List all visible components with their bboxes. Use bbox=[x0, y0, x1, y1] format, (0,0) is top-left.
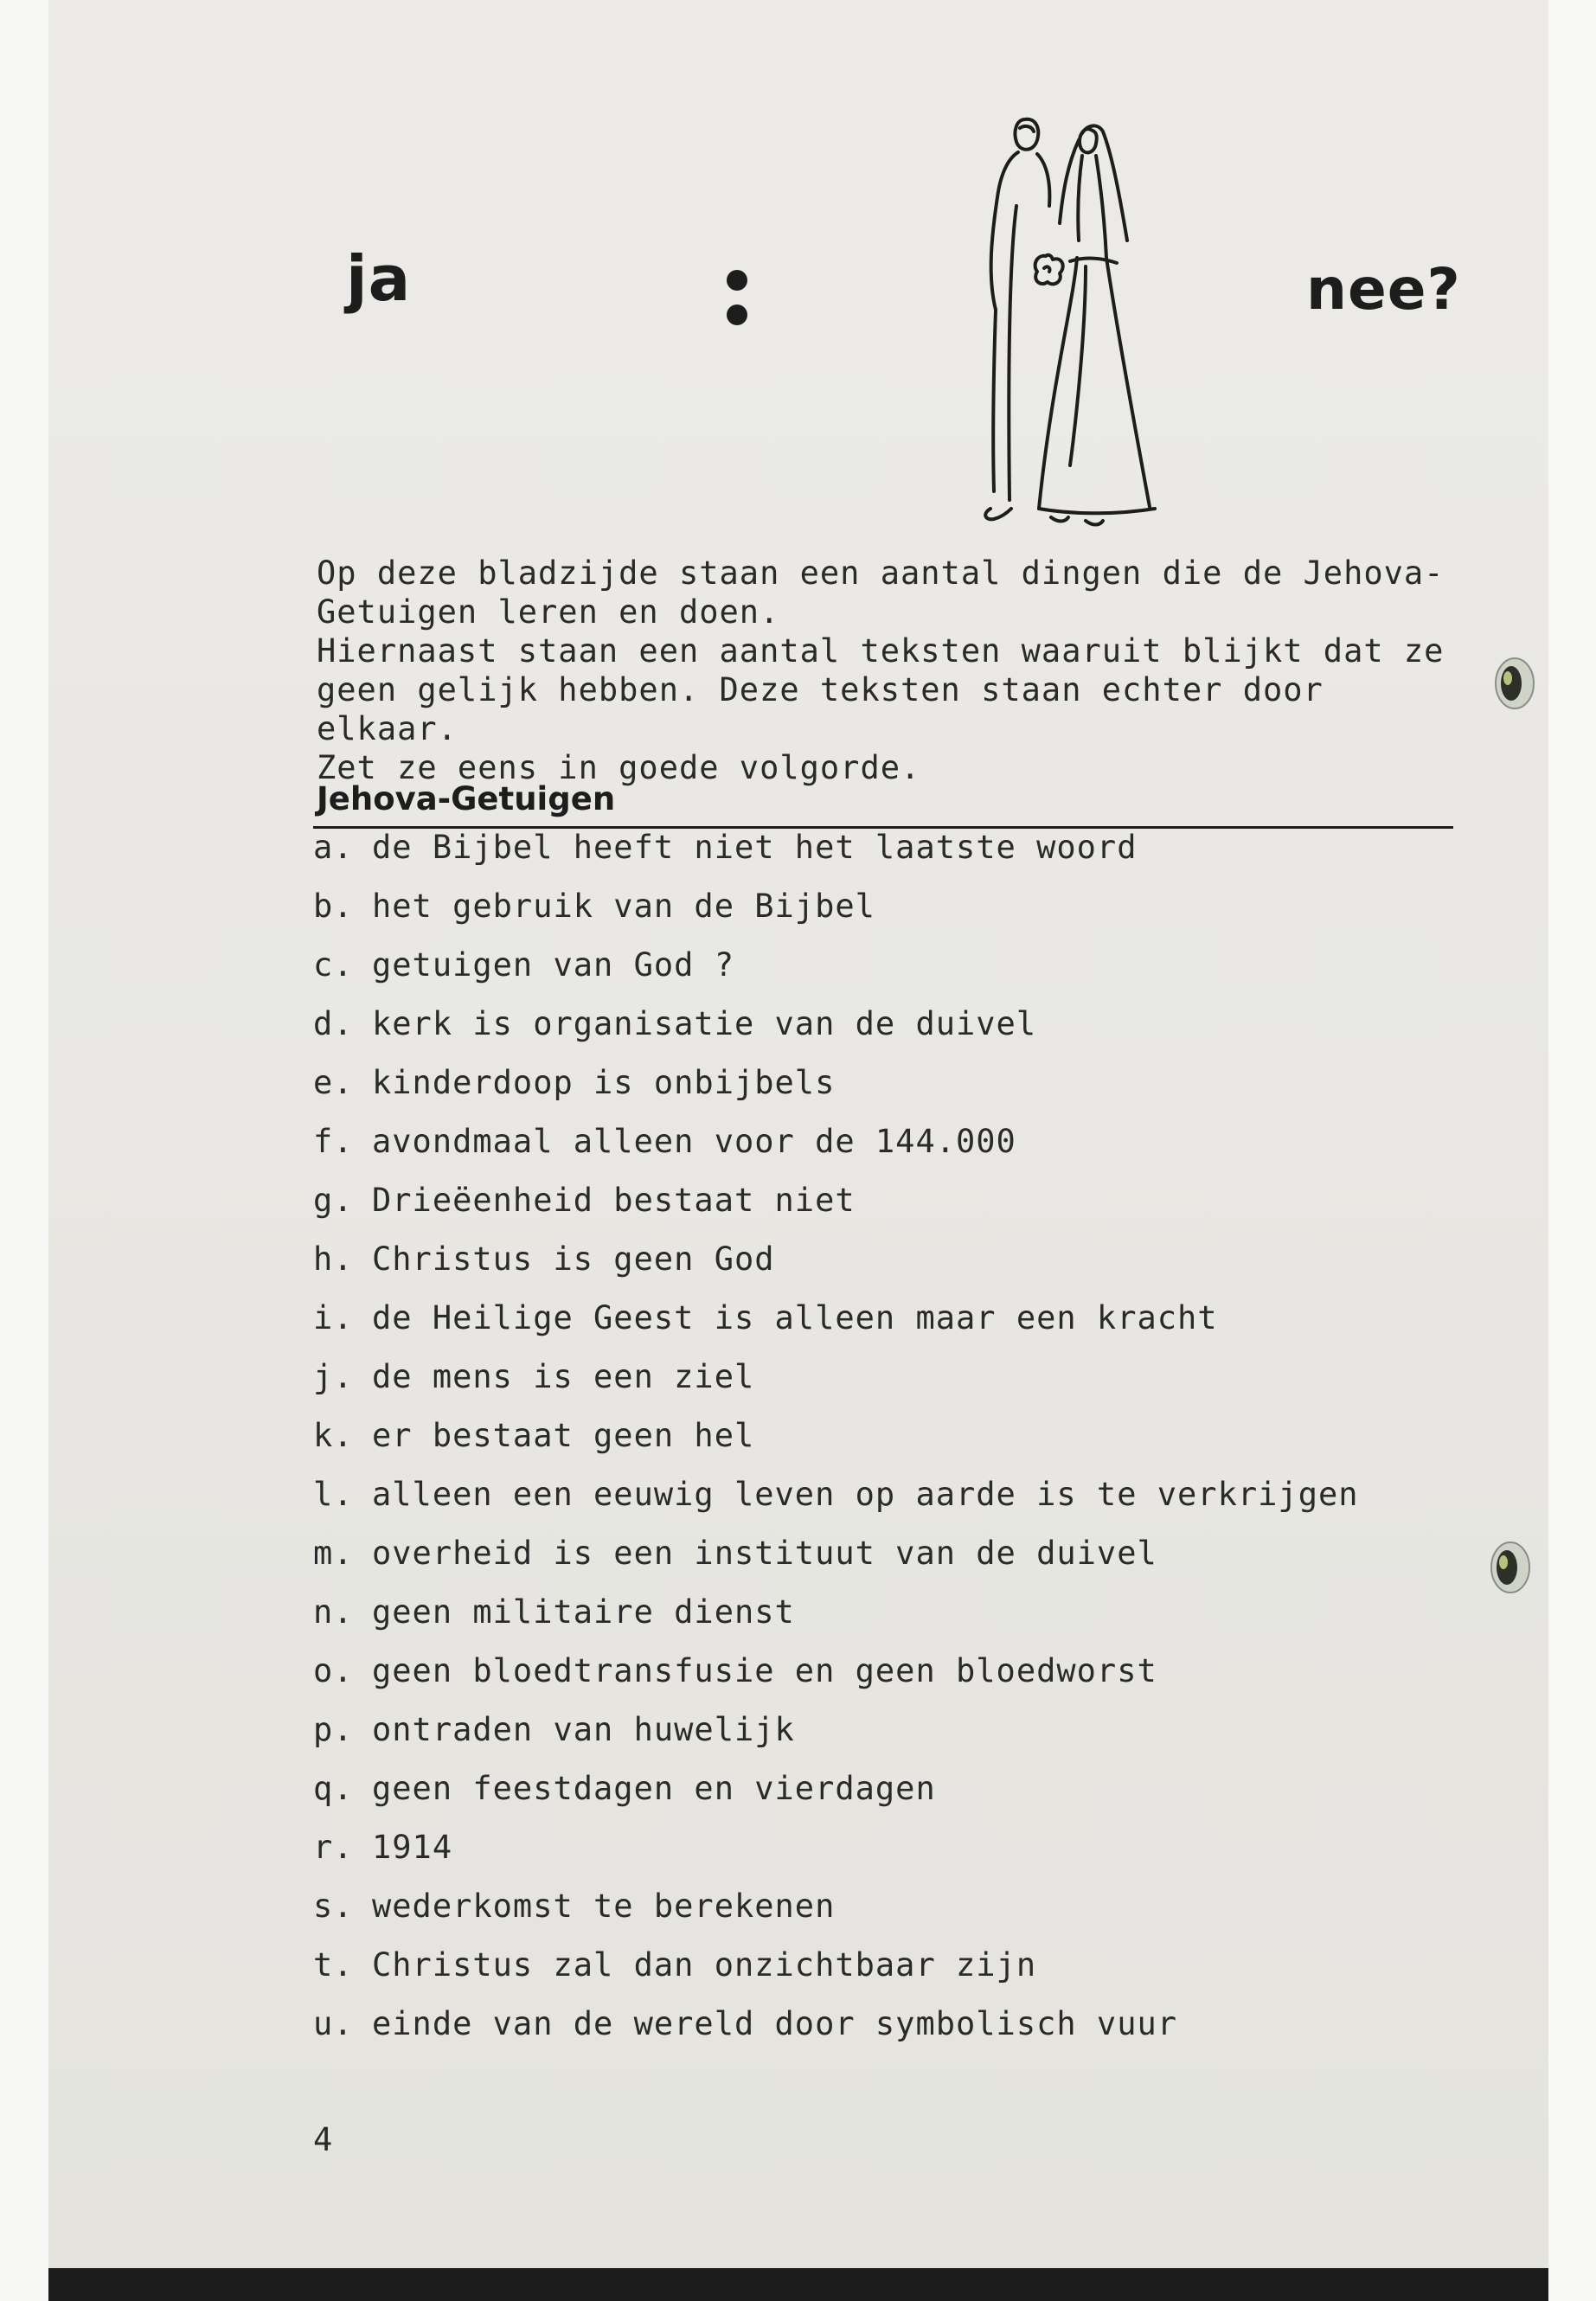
list-item bbox=[313, 2005, 1359, 2064]
item-letter: i. bbox=[313, 1299, 354, 1336]
title-nee: nee? bbox=[1306, 256, 1461, 323]
item-letter: q. bbox=[313, 1770, 354, 1807]
title-ja: ja bbox=[346, 242, 412, 315]
item-letter: j. bbox=[313, 1358, 354, 1395]
binder-ring-icon bbox=[1492, 656, 1537, 711]
item-letter: n. bbox=[313, 1593, 354, 1631]
item-text: de Heilige Geest is alleen maar een kracht bbox=[372, 1299, 1218, 1336]
list-item bbox=[313, 1240, 1359, 1299]
item-text: geen militaire dienst bbox=[372, 1593, 795, 1631]
item-letter: k. bbox=[313, 1417, 354, 1454]
page-number: 4 bbox=[313, 2121, 333, 2158]
list-item bbox=[313, 1005, 1359, 1064]
item-letter: p. bbox=[313, 1711, 354, 1748]
item-letter: g. bbox=[313, 1182, 354, 1219]
colon-mark bbox=[727, 270, 751, 325]
list-item bbox=[313, 946, 1359, 1005]
list-item bbox=[313, 1535, 1359, 1593]
item-letter: b. bbox=[313, 888, 354, 925]
item-letter: c. bbox=[313, 946, 354, 984]
item-text: kerk is organisatie van de duivel bbox=[372, 1005, 1037, 1042]
item-text: geen feestdagen en vierdagen bbox=[372, 1770, 936, 1807]
item-letter: d. bbox=[313, 1005, 354, 1042]
list-heading: Jehova-Getuigen bbox=[317, 780, 616, 817]
item-text: geen bloedtransfusie en geen bloedworst bbox=[372, 1652, 1157, 1689]
item-text: overheid is een instituut van de duivel bbox=[372, 1535, 1157, 1572]
item-text: getuigen van God ? bbox=[372, 946, 734, 984]
item-text: Christus zal dan onzichtbaar zijn bbox=[372, 1946, 1037, 1984]
item-text: alleen een eeuwig leven op aarde is te verkrijgen bbox=[372, 1476, 1359, 1513]
item-text: Drieëenheid bestaat niet bbox=[372, 1182, 856, 1219]
list-item bbox=[313, 1182, 1359, 1240]
list-item bbox=[313, 1946, 1359, 2005]
list-item bbox=[313, 888, 1359, 946]
item-text: er bestaat geen hel bbox=[372, 1417, 755, 1454]
list-item bbox=[313, 829, 1359, 888]
list-item bbox=[313, 1711, 1359, 1770]
item-letter: l. bbox=[313, 1476, 354, 1513]
item-letter: f. bbox=[313, 1123, 354, 1160]
list-item bbox=[313, 1770, 1359, 1829]
item-text: de mens is een ziel bbox=[372, 1358, 755, 1395]
list-item bbox=[313, 1299, 1359, 1358]
list-item bbox=[313, 1064, 1359, 1123]
list-item bbox=[313, 1123, 1359, 1182]
item-text: ontraden van huwelijk bbox=[372, 1711, 795, 1748]
item-text: de Bijbel heeft niet het laatste woord bbox=[372, 829, 1138, 866]
item-letter: a. bbox=[313, 829, 354, 866]
list-item bbox=[313, 1417, 1359, 1476]
item-text: Christus is geen God bbox=[372, 1240, 775, 1278]
item-letter: t. bbox=[313, 1946, 354, 1984]
list-item bbox=[313, 1476, 1359, 1535]
item-text: het gebruik van de Bijbel bbox=[372, 888, 875, 925]
list-item bbox=[313, 1829, 1359, 1888]
item-letter: h. bbox=[313, 1240, 354, 1278]
item-text: wederkomst te berekenen bbox=[372, 1888, 836, 1925]
scan-right-margin bbox=[1548, 0, 1596, 2301]
item-letter: u. bbox=[313, 2005, 354, 2042]
item-letter: s. bbox=[313, 1888, 354, 1925]
list-item bbox=[313, 1652, 1359, 1711]
list-item bbox=[313, 1358, 1359, 1417]
item-letter: m. bbox=[313, 1535, 354, 1572]
list-item bbox=[313, 1593, 1359, 1652]
item-text: einde van de wereld door symbolisch vuur bbox=[372, 2005, 1178, 2042]
item-letter: r. bbox=[313, 1829, 354, 1866]
wedding-couple-illustration bbox=[956, 102, 1202, 535]
item-letter: o. bbox=[313, 1652, 354, 1689]
beliefs-list bbox=[313, 829, 1359, 2064]
scan-left-margin bbox=[0, 0, 48, 2301]
item-text: avondmaal alleen voor de 144.000 bbox=[372, 1123, 1016, 1160]
item-text: kinderdoop is onbijbels bbox=[372, 1064, 836, 1101]
list-item bbox=[313, 1888, 1359, 1946]
intro-text: Op deze bladzijde staan een aantal dingen die de Jehova- Getuigen leren en doen. Hiernaast staan een aantal teksten waaruit blijkt dat ze geen gelijk hebben. Deze teksten staan echter door elkaar. Zet ze eens in goede volgorde. bbox=[317, 554, 1445, 786]
item-letter: e. bbox=[313, 1064, 354, 1101]
scan-bottom-edge bbox=[48, 2268, 1548, 2301]
binder-ring-icon bbox=[1488, 1540, 1533, 1595]
item-text: 1914 bbox=[372, 1829, 453, 1866]
